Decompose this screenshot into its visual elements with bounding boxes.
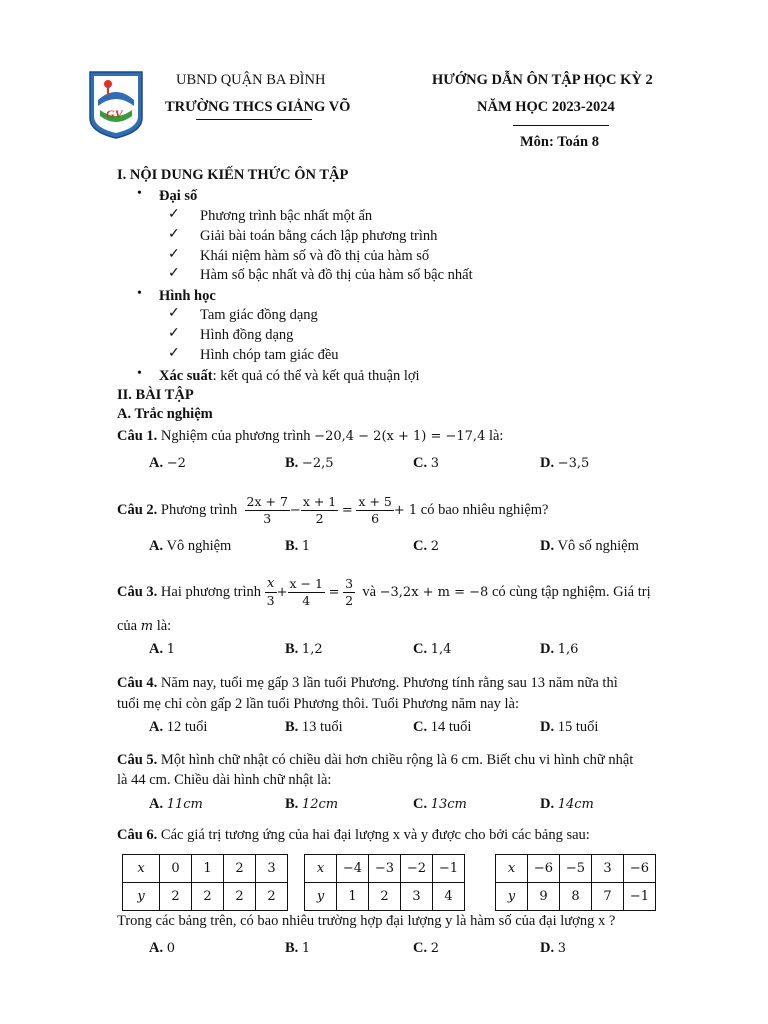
question-6: [117, 825, 590, 845]
question-text: Năm nay, tuổi mẹ gấp 3 lần tuổi Phương. Phương tính rằng sau 13 năm nữa thì: [160, 675, 618, 691]
fraction: $\frac{x + 5}{6}$: [358, 494, 392, 527]
option-value: 12cm: [301, 797, 339, 812]
table-cell: 8: [560, 883, 592, 911]
department-name: UBND QUẬN BA ĐÌNH: [176, 72, 326, 88]
option-value: 13cm: [430, 797, 467, 812]
question-label: Câu 5.: [117, 752, 158, 768]
option-value: 11cm: [166, 797, 203, 812]
question-tail: là:: [488, 428, 504, 444]
table-cell: 2: [224, 855, 256, 883]
question-5-line-2: là 44 cm. Chiều dài hình chữ nhật là:: [117, 772, 332, 788]
table-cell: 2: [192, 883, 224, 911]
group-probability-text: : kết quả có thể và kết quả thuận lợi: [212, 368, 420, 384]
section-1-title: I. NỘI DUNG KIẾN THỨC ÔN TẬP: [117, 167, 349, 183]
option-c: [413, 538, 439, 555]
option-value: −3,5: [557, 456, 590, 471]
question-4-line-2: tuổi mẹ chỉ còn gấp 2 lần tuổi Phương thôi. Tuổi Phương năm nay là:: [117, 696, 519, 712]
option-key: B.: [285, 719, 299, 735]
option-key: C.: [413, 940, 428, 956]
topic-item: Khái niệm hàm số và đồ thị của hàm số: [200, 248, 430, 264]
question-5: [117, 750, 633, 770]
table-cell: −6: [528, 855, 560, 883]
value-table-3: [495, 854, 656, 911]
table-cell: −1: [433, 855, 465, 883]
option-key: C.: [413, 719, 428, 735]
school-year: NĂM HỌC 2023-2024: [477, 99, 615, 115]
fraction: $\frac{x - 1}{4}$: [289, 576, 323, 609]
option-value: 3: [430, 456, 440, 471]
option-b: [285, 455, 334, 472]
option-value: Vô số nghiệm: [557, 538, 639, 554]
option-a: [149, 538, 231, 555]
topic-item: Hình chóp tam giác đều: [200, 347, 339, 363]
table-cell: 3: [592, 855, 624, 883]
group-probability: [159, 366, 420, 386]
bullet-geometry: •: [137, 286, 142, 301]
check-icon: ✓: [168, 207, 180, 222]
question-text: Hai phương trình: [160, 584, 262, 600]
option-key: D.: [540, 719, 555, 735]
table-cell: 3: [401, 883, 433, 911]
option-key: B.: [285, 641, 299, 657]
check-icon: ✓: [168, 306, 180, 321]
value-table-2: [304, 854, 465, 911]
fraction: $\frac{3}{2}$: [345, 576, 354, 609]
option-key: D.: [540, 538, 555, 554]
section-2-title: II. BÀI TẬP: [117, 387, 194, 403]
table-cell: x: [123, 855, 160, 883]
equation: −3,2x + m = −8: [379, 585, 489, 600]
option-value: 2: [430, 941, 440, 956]
table-cell: −3: [369, 855, 401, 883]
question-tail: có bao nhiêu nghiệm?: [420, 502, 549, 518]
document-title: HƯỚNG DẪN ÔN TẬP HỌC KỲ 2: [432, 72, 653, 88]
table-cell: 2: [256, 883, 288, 911]
group-algebra-label: Đại số: [159, 188, 198, 204]
check-icon: ✓: [168, 227, 180, 242]
option-key: D.: [540, 455, 555, 471]
fraction: $\frac{x}{3}$: [266, 576, 275, 609]
bullet-algebra: •: [137, 186, 142, 201]
table-cell: 7: [592, 883, 624, 911]
question-text: Một hình chữ nhật có chiều dài hơn chiều rộng là 6 cm. Biết chu vi hình chữ nhật: [160, 752, 634, 768]
logo-text: GV: [106, 107, 123, 121]
option-a: [149, 796, 203, 813]
option-value: 12 tuổi: [166, 719, 208, 735]
topic-item: Tam giác đồng dạng: [200, 307, 318, 323]
option-key: A.: [149, 796, 164, 812]
question-tail: có cùng tập nghiệm. Giá trị: [491, 584, 651, 600]
option-value: −2: [166, 456, 186, 471]
table-cell: 3: [256, 855, 288, 883]
option-key: A.: [149, 538, 164, 554]
table-row: [305, 855, 465, 883]
school-year-underline: [513, 125, 609, 126]
option-key: A.: [149, 641, 164, 657]
question-label: Câu 2.: [117, 502, 158, 518]
school-logo: [88, 70, 144, 140]
question-4: [117, 673, 618, 693]
question-6-followup: Trong các bảng trên, có bao nhiêu trường hợp đại lượng y là hàm số của đại lượng x ?: [117, 913, 616, 929]
value-table-1: [122, 854, 288, 911]
check-icon: ✓: [168, 247, 180, 262]
option-b: [285, 940, 310, 957]
option-d: [540, 538, 639, 555]
school-name-underline: [196, 119, 312, 120]
option-value: 13 tuổi: [301, 719, 343, 735]
table-cell: 1: [192, 855, 224, 883]
check-icon: ✓: [168, 346, 180, 361]
topic-item: Phương trình bậc nhất một ẩn: [200, 208, 373, 224]
option-b: [285, 719, 343, 736]
option-value: 2: [430, 539, 440, 554]
table-cell: 0: [160, 855, 192, 883]
option-c: [413, 455, 439, 472]
table-cell: −4: [337, 855, 369, 883]
option-d: [540, 940, 566, 957]
topic-item: Giải bài toán bằng cách lập phương trình: [200, 228, 438, 244]
table-cell: 4: [433, 883, 465, 911]
table-cell: y: [305, 883, 337, 911]
option-a: [149, 940, 175, 957]
option-c: [413, 940, 439, 957]
option-key: B.: [285, 940, 299, 956]
group-probability-label: Xác suất: [159, 368, 213, 384]
option-value: −2,5: [301, 456, 334, 471]
option-value: 0: [166, 941, 176, 956]
question-text: Nghiệm của phương trình: [160, 428, 311, 444]
check-icon: ✓: [168, 326, 180, 341]
school-logo-icon: [88, 70, 144, 140]
option-d: [540, 455, 589, 472]
table-row: [496, 883, 656, 911]
option-d: [540, 796, 594, 813]
table-cell: 2: [369, 883, 401, 911]
table-cell: y: [123, 883, 160, 911]
question-3-line-2: của m là:: [117, 618, 172, 634]
question-1: [117, 426, 503, 447]
option-b: [285, 538, 310, 555]
option-key: D.: [540, 796, 555, 812]
option-c: [413, 796, 467, 813]
option-d: [540, 641, 578, 658]
option-value: 15 tuổi: [557, 719, 599, 735]
option-c: [413, 641, 451, 658]
option-a: [149, 641, 175, 658]
option-key: B.: [285, 796, 299, 812]
group-geometry-label: Hình học: [159, 288, 216, 304]
option-value: 1,6: [557, 642, 579, 657]
option-a: [149, 455, 186, 472]
option-value: Vô nghiệm: [166, 538, 232, 554]
option-key: B.: [285, 538, 299, 554]
question-text: Phương trình: [160, 502, 238, 518]
question-2: Câu 2. Phương trình $\frac{2x + 7}{3}$ − $\frac{x + 1}{2}$ = $\frac{x + 5}{6}$ + 1 có bao nhiêu nghiệm?: [117, 494, 549, 527]
option-c: [413, 719, 471, 736]
table-cell: 1: [337, 883, 369, 911]
table-cell: 2: [224, 883, 256, 911]
option-key: C.: [413, 538, 428, 554]
option-key: D.: [540, 940, 555, 956]
table-cell: −6: [624, 855, 656, 883]
question-3: Câu 3. Hai phương trình $\frac{x}{3}$ + $\frac{x - 1}{4}$ = $\frac{3}{2}$ và −3,2x + m = −8 có cùng tập nghiệm. Giá trị: [117, 576, 651, 609]
fraction: $\frac{2x + 7}{3}$: [246, 494, 288, 527]
option-value: 14cm: [557, 797, 594, 812]
option-value: 1,4: [430, 642, 452, 657]
equation: −20,4 − 2(x + 1) = −17,4: [314, 429, 486, 444]
option-key: C.: [413, 641, 428, 657]
option-key: A.: [149, 455, 164, 471]
check-icon: ✓: [168, 266, 180, 281]
section-2-subtitle: A. Trắc nghiệm: [117, 406, 213, 422]
question-label: Câu 1.: [117, 428, 158, 444]
question-text: Các giá trị tương ứng của hai đại lượng x và y được cho bởi các bảng sau:: [160, 827, 590, 843]
table-row: [496, 855, 656, 883]
table-row: [123, 883, 288, 911]
option-a: [149, 719, 207, 736]
option-key: D.: [540, 641, 555, 657]
option-key: A.: [149, 940, 164, 956]
option-value: 1: [301, 941, 311, 956]
question-label: Câu 4.: [117, 675, 158, 691]
table-cell: 9: [528, 883, 560, 911]
school-name: TRƯỜNG THCS GIẢNG VÕ: [165, 99, 351, 115]
subject-label: Môn: Toán 8: [520, 134, 599, 150]
option-key: C.: [413, 796, 428, 812]
table-row: [305, 883, 465, 911]
question-label: Câu 3.: [117, 584, 158, 600]
option-key: A.: [149, 719, 164, 735]
topic-item: Hàm số bậc nhất và đồ thị của hàm số bậc nhất: [200, 267, 473, 283]
option-value: 1: [166, 642, 176, 657]
table-row: [123, 855, 288, 883]
table-cell: −5: [560, 855, 592, 883]
option-key: C.: [413, 455, 428, 471]
option-value: 14 tuổi: [430, 719, 472, 735]
option-d: [540, 719, 598, 736]
table-cell: 2: [160, 883, 192, 911]
option-value: 1,2: [301, 642, 323, 657]
table-cell: x: [496, 855, 528, 883]
option-value: 3: [557, 941, 567, 956]
table-cell: −1: [624, 883, 656, 911]
option-key: B.: [285, 455, 299, 471]
option-b: [285, 796, 338, 813]
table-cell: y: [496, 883, 528, 911]
option-b: [285, 641, 323, 658]
topic-item: Hình đồng dạng: [200, 327, 294, 343]
fraction: $\frac{x + 1}{2}$: [302, 494, 337, 527]
bullet-probability: •: [137, 366, 142, 381]
question-label: Câu 6.: [117, 827, 158, 843]
table-cell: −2: [401, 855, 433, 883]
table-cell: x: [305, 855, 337, 883]
option-value: 1: [301, 539, 311, 554]
